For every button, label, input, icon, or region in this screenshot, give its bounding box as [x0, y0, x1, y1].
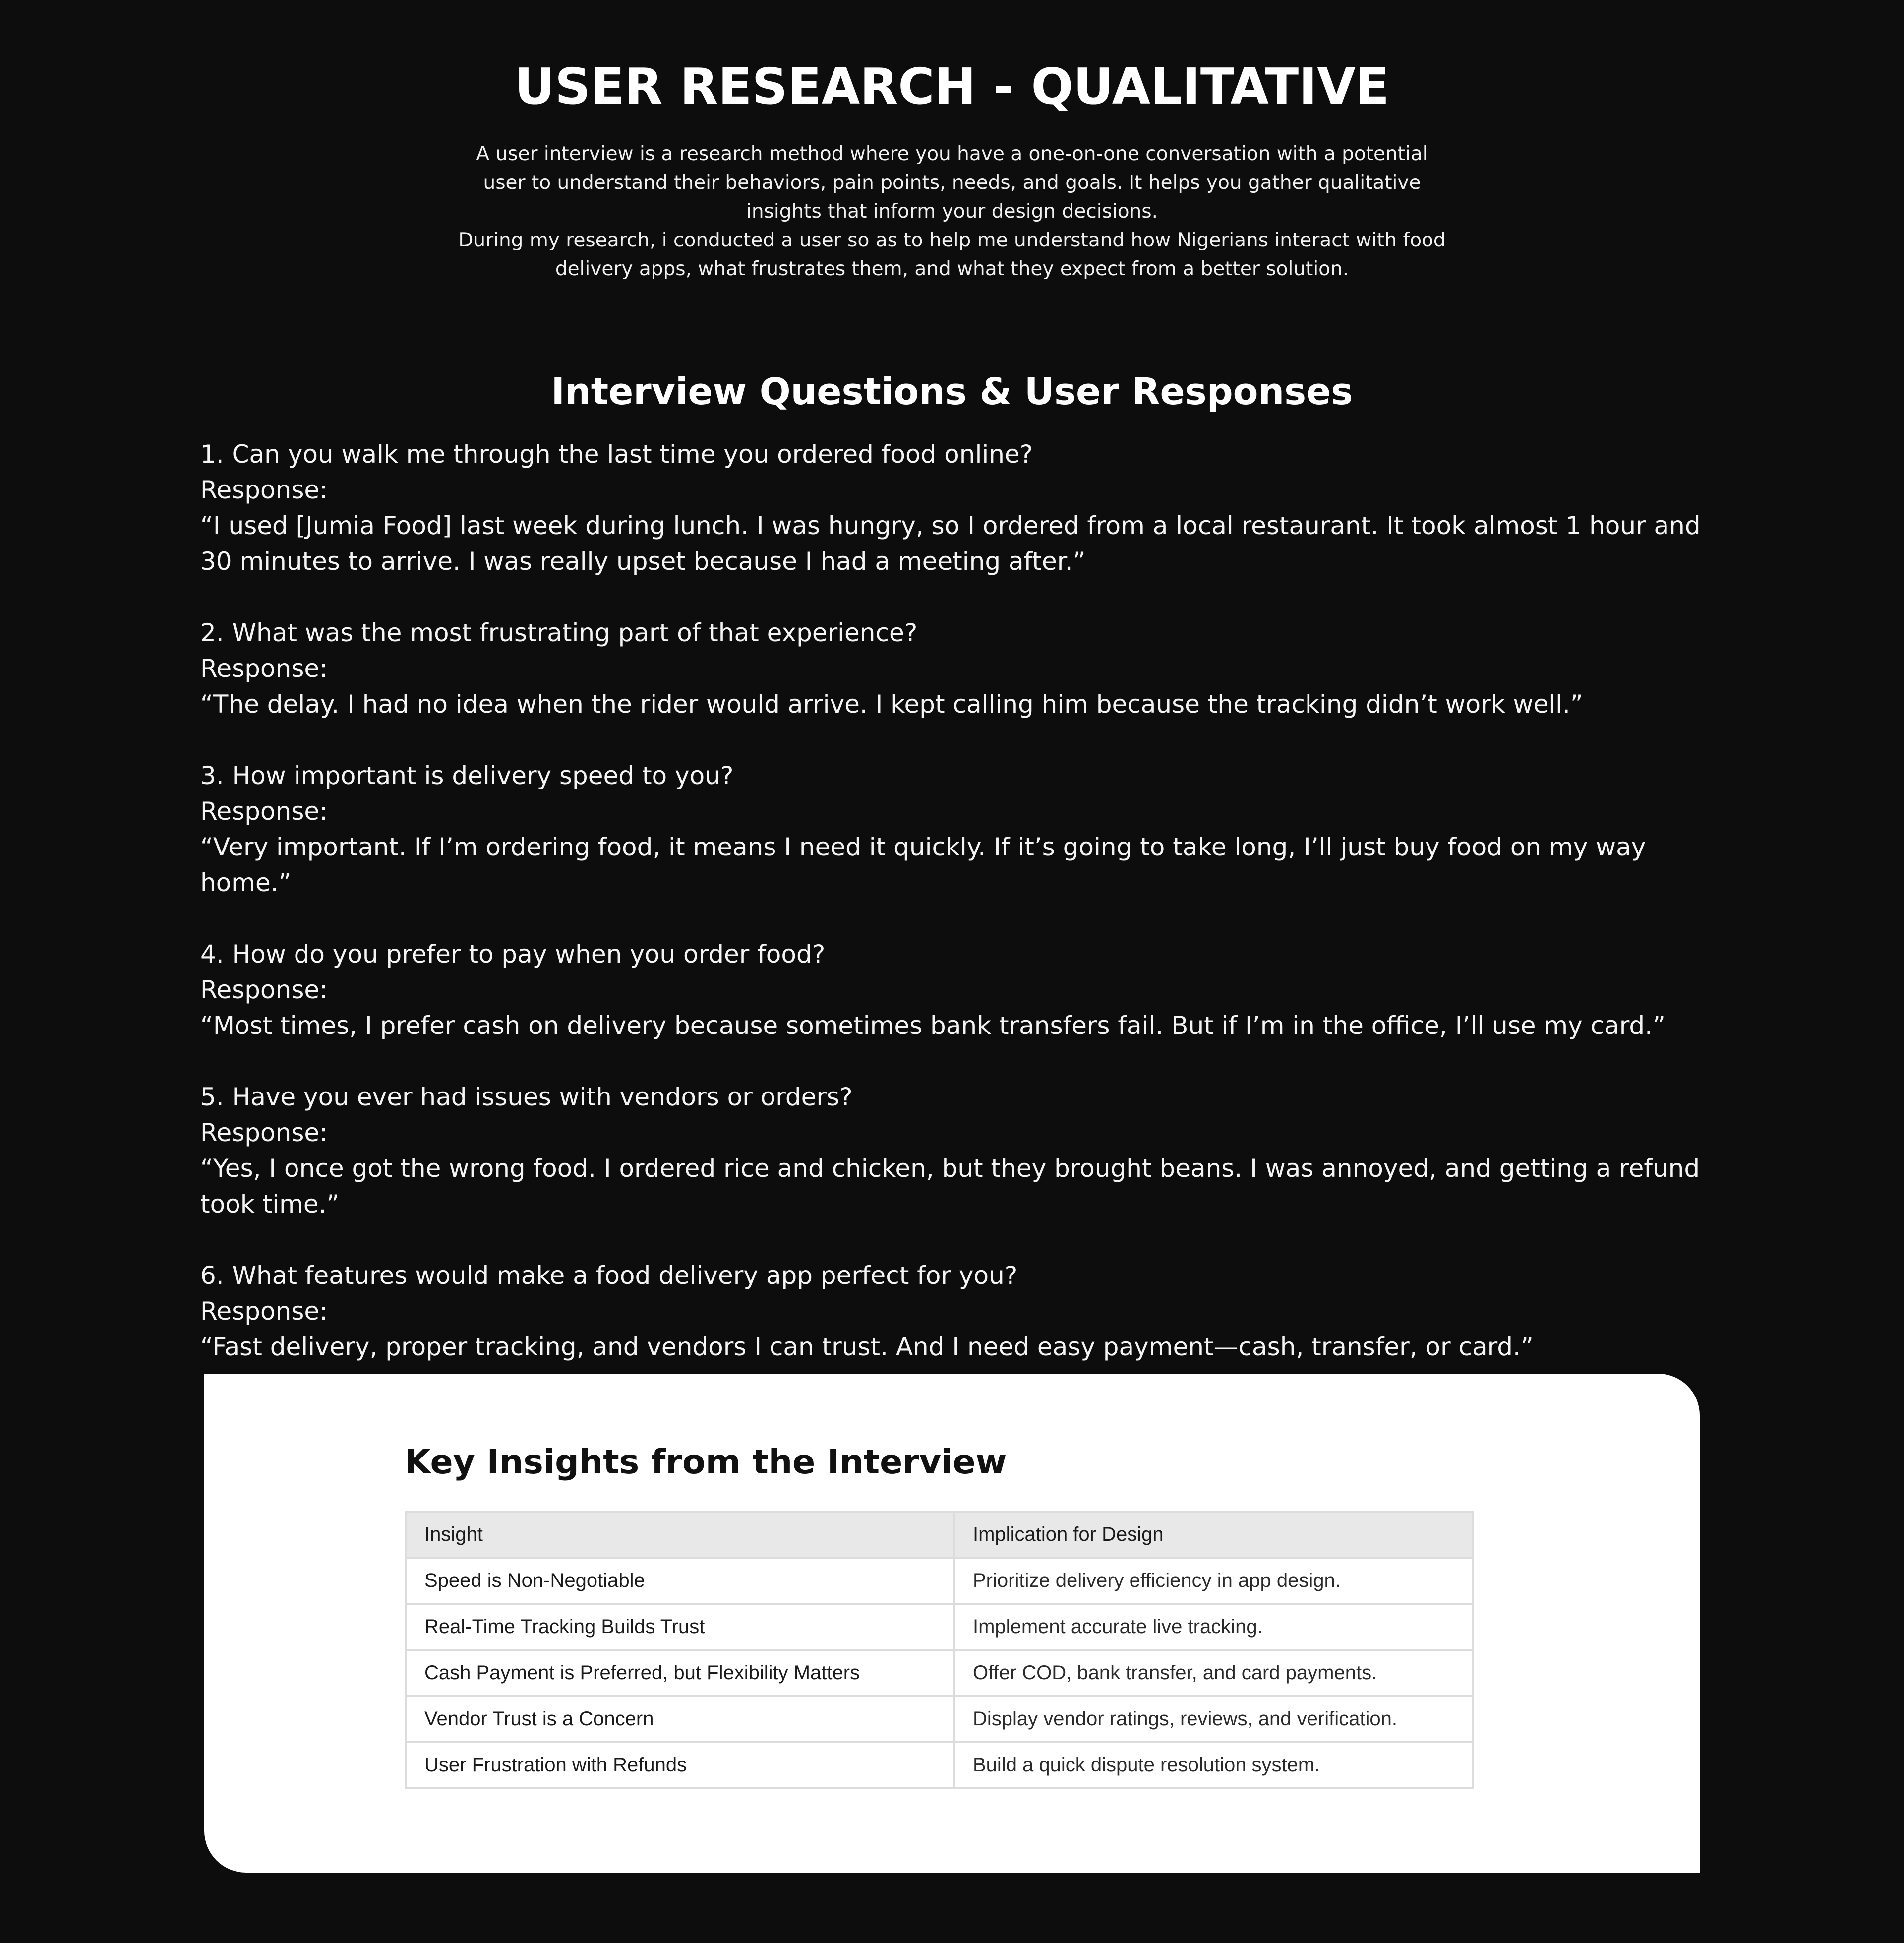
response-text: “Very important. If I’m ordering food, it means I need it quickly. If it’s going to take long, I’ll just buy food on my way home.” [200, 833, 1646, 897]
insights-title: Key Insights from the Interview [405, 1443, 1007, 1482]
response-label: Response: [200, 975, 328, 1004]
response-text: “I used [Jumia Food] last week during lunch. I was hungry, so I ordered from a local restaurant. It took almost 1 hour and 30 minutes to arrive. I was really upset because I had a meeting after.” [200, 511, 1701, 576]
response-text: “Yes, I once got the wrong food. I ordered rice and chicken, but they brought beans. I was annoyed, and getting a refund took time.” [200, 1154, 1700, 1218]
key-insights-card [204, 1374, 1700, 1873]
implication-cell: Display vendor ratings, reviews, and verification. [954, 1696, 1473, 1742]
table-row [406, 1696, 1473, 1742]
response-label: Response: [200, 1118, 328, 1147]
insight-cell: Speed is Non-Negotiable [406, 1558, 954, 1604]
response-text: “The delay. I had no idea when the rider would arrive. I kept calling him because the tracking didn’t work well.” [200, 690, 1583, 719]
interview-section-title: Interview Questions & User Responses [551, 370, 1353, 413]
intro-text [456, 140, 1448, 284]
qa-item [200, 758, 1713, 901]
insight-cell: Cash Payment is Preferred, but Flexibility Matters [406, 1650, 954, 1696]
intro-paragraph-1: A user interview is a research method where you have a one-on-one conversation with a potential user to understand their behaviors, pain points, needs, and goals. It helps you gather qualitative insights that inform your design decisions. [476, 143, 1428, 223]
qa-item [200, 1258, 1713, 1365]
qa-item [200, 615, 1713, 722]
table-row [406, 1604, 1473, 1650]
implication-cell: Implement accurate live tracking. [954, 1604, 1473, 1650]
question-text: 6. What features would make a food delivery app perfect for you? [200, 1261, 1018, 1290]
response-label: Response: [200, 476, 328, 504]
question-text: 2. What was the most frustrating part of that experience? [200, 618, 918, 647]
response-text: “Most times, I prefer cash on delivery because sometimes bank transfers fail. But if I’m in the office, I’ll use my card.” [200, 1011, 1666, 1040]
response-label: Response: [200, 654, 328, 683]
insight-cell: User Frustration with Refunds [406, 1742, 954, 1788]
implication-cell: Build a quick dispute resolution system. [954, 1742, 1473, 1788]
table-row [406, 1558, 1473, 1604]
table-row [406, 1742, 1473, 1788]
question-text: 5. Have you ever had issues with vendors or orders? [200, 1083, 853, 1111]
response-text: “Fast delivery, proper tracking, and vendors I can trust. And I need easy payment—cash, transfer, or card.” [200, 1333, 1534, 1361]
response-label: Response: [200, 1297, 328, 1326]
column-header-insight: Insight [406, 1512, 954, 1558]
intro-paragraph-2: During my research, i conducted a user so as to help me understand how Nigerians interact with food delivery apps, what frustrates them, and what they expect from a better solution. [458, 229, 1446, 280]
question-text: 1. Can you walk me through the last time you ordered food online? [200, 440, 1033, 469]
table-header-row [406, 1512, 1473, 1558]
page-title: USER RESEARCH - QUALITATIVE [514, 58, 1390, 116]
insights-table [405, 1511, 1474, 1789]
implication-cell: Prioritize delivery efficiency in app design. [954, 1558, 1473, 1604]
qa-item [200, 936, 1713, 1043]
implication-cell: Offer COD, bank transfer, and card payments. [954, 1650, 1473, 1696]
qa-item [200, 1079, 1713, 1222]
insight-cell: Vendor Trust is a Concern [406, 1696, 954, 1742]
insight-cell: Real-Time Tracking Builds Trust [406, 1604, 954, 1650]
column-header-implication: Implication for Design [954, 1512, 1473, 1558]
interview-qa-list [200, 436, 1713, 1400]
question-text: 4. How do you prefer to pay when you order food? [200, 940, 826, 969]
question-text: 3. How important is delivery speed to you? [200, 761, 734, 790]
response-label: Response: [200, 797, 328, 826]
table-row [406, 1650, 1473, 1696]
qa-item [200, 436, 1713, 579]
